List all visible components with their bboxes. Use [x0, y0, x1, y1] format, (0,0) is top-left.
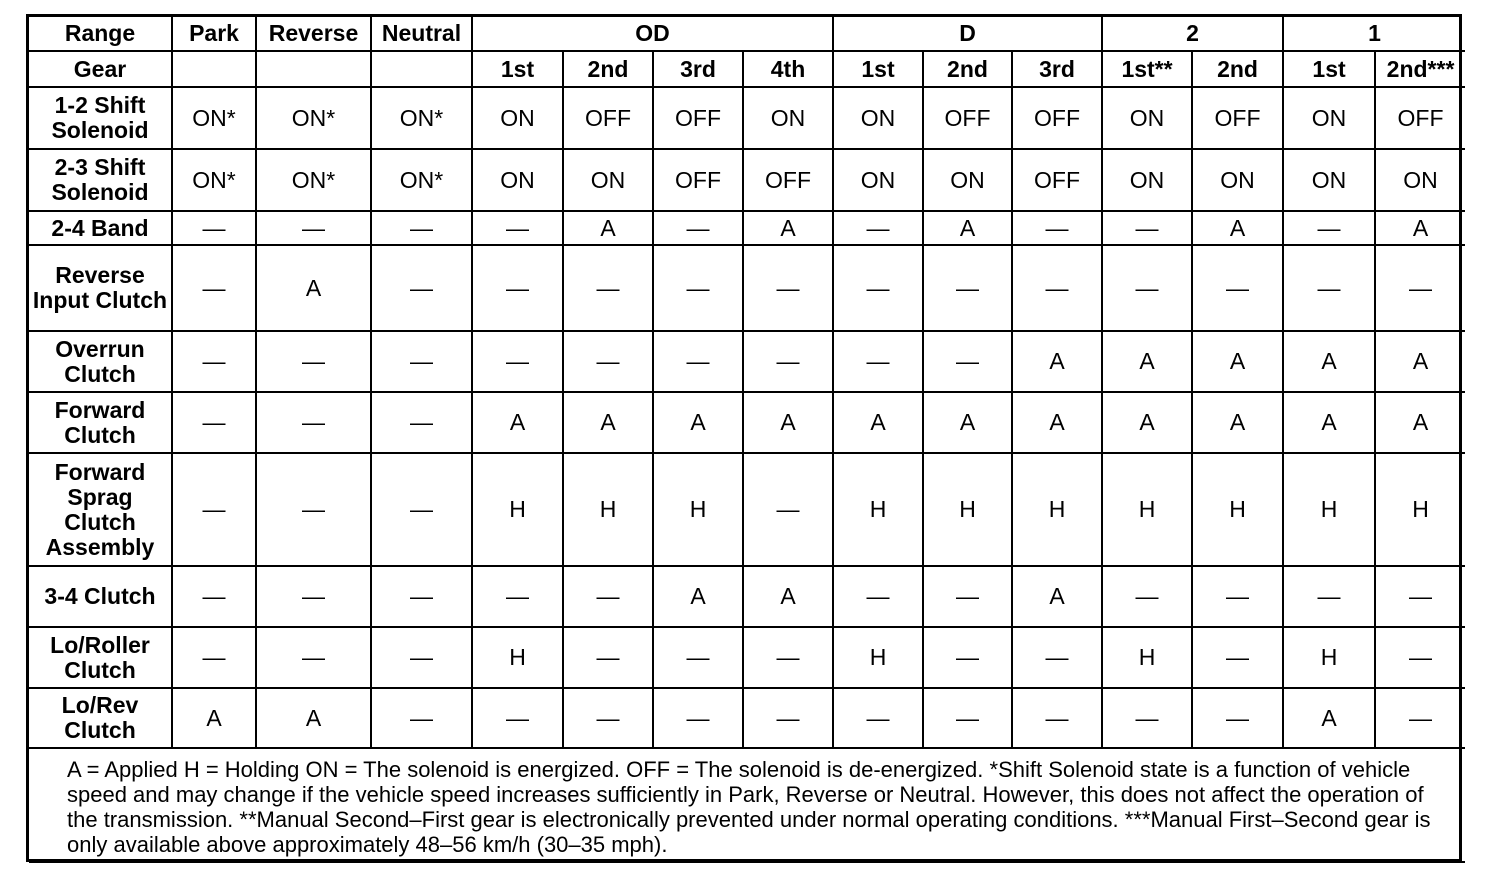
- state-cell: A: [1012, 392, 1102, 453]
- gear-cell: 3rd: [1012, 51, 1102, 87]
- state-cell: —: [1012, 627, 1102, 688]
- state-cell: A: [1283, 392, 1375, 453]
- state-cell: —: [172, 627, 256, 688]
- state-cell: A: [1283, 331, 1375, 392]
- state-cell: A: [923, 211, 1012, 245]
- state-cell: —: [563, 688, 653, 748]
- state-cell: ON: [923, 149, 1012, 211]
- state-cell: ON*: [256, 149, 371, 211]
- state-cell: H: [1192, 453, 1283, 566]
- state-cell: —: [172, 211, 256, 245]
- state-cell: —: [172, 566, 256, 627]
- state-cell: —: [1192, 627, 1283, 688]
- state-cell: OFF: [563, 87, 653, 149]
- state-cell: H: [1283, 627, 1375, 688]
- state-cell: A: [256, 245, 371, 331]
- state-cell: H: [1375, 453, 1465, 566]
- state-cell: ON: [833, 87, 923, 149]
- state-cell: ON: [1283, 149, 1375, 211]
- state-cell: —: [563, 331, 653, 392]
- component-row: [29, 245, 1465, 331]
- gear-cell: 2nd: [923, 51, 1012, 87]
- state-cell: A: [1375, 211, 1465, 245]
- state-cell: —: [1283, 245, 1375, 331]
- gear-cell: [172, 51, 256, 87]
- range-park: Park: [172, 17, 256, 51]
- state-cell: OFF: [743, 149, 833, 211]
- gear-cell: 1st: [472, 51, 563, 87]
- state-cell: ON: [1192, 149, 1283, 211]
- range-reverse: Reverse: [256, 17, 371, 51]
- shift-table: [29, 17, 1465, 863]
- state-cell: ON*: [172, 149, 256, 211]
- state-cell: —: [1192, 688, 1283, 748]
- component-label: 3-4 Clutch: [29, 566, 172, 627]
- state-cell: —: [371, 627, 472, 688]
- component-rows: [29, 87, 1465, 748]
- state-cell: —: [1375, 245, 1465, 331]
- state-cell: —: [172, 453, 256, 566]
- component-label: 2-3 Shift Solenoid: [29, 149, 172, 211]
- component-label: Forward Sprag Clutch Assembly: [29, 453, 172, 566]
- state-cell: ON: [472, 149, 563, 211]
- state-cell: —: [1012, 688, 1102, 748]
- range-d: D: [833, 17, 1102, 51]
- gear-header-row: [29, 51, 1465, 87]
- state-cell: —: [923, 627, 1012, 688]
- gear-cell: 2nd: [1192, 51, 1283, 87]
- state-cell: A: [1283, 688, 1375, 748]
- state-cell: A: [563, 392, 653, 453]
- state-cell: —: [743, 688, 833, 748]
- component-row: [29, 688, 1465, 748]
- state-cell: —: [923, 566, 1012, 627]
- state-cell: ON*: [371, 87, 472, 149]
- state-cell: —: [472, 566, 563, 627]
- component-label: Overrun Clutch: [29, 331, 172, 392]
- state-cell: —: [1192, 245, 1283, 331]
- range-header-row: [29, 17, 1465, 51]
- state-cell: —: [472, 688, 563, 748]
- state-cell: A: [1102, 331, 1192, 392]
- range-2: 2: [1102, 17, 1283, 51]
- state-cell: A: [833, 392, 923, 453]
- state-cell: A: [1375, 331, 1465, 392]
- state-cell: —: [172, 331, 256, 392]
- state-cell: —: [472, 245, 563, 331]
- component-row: [29, 331, 1465, 392]
- state-cell: H: [563, 453, 653, 566]
- state-cell: OFF: [1012, 149, 1102, 211]
- state-cell: —: [1375, 627, 1465, 688]
- state-cell: A: [1192, 331, 1283, 392]
- state-cell: —: [1283, 211, 1375, 245]
- state-cell: —: [256, 566, 371, 627]
- state-cell: —: [563, 566, 653, 627]
- state-cell: A: [1102, 392, 1192, 453]
- range-od: OD: [472, 17, 833, 51]
- state-cell: A: [1192, 392, 1283, 453]
- state-cell: —: [256, 331, 371, 392]
- state-cell: ON: [1283, 87, 1375, 149]
- state-cell: —: [923, 688, 1012, 748]
- state-cell: —: [371, 211, 472, 245]
- state-cell: —: [653, 331, 743, 392]
- state-cell: OFF: [1375, 87, 1465, 149]
- state-cell: OFF: [653, 87, 743, 149]
- state-cell: A: [1375, 392, 1465, 453]
- shift-chart: [26, 14, 1462, 862]
- gear-cell: 3rd: [653, 51, 743, 87]
- state-cell: —: [653, 627, 743, 688]
- state-cell: —: [743, 331, 833, 392]
- state-cell: H: [1102, 627, 1192, 688]
- state-cell: —: [1012, 245, 1102, 331]
- component-row: [29, 453, 1465, 566]
- state-cell: H: [1012, 453, 1102, 566]
- state-cell: H: [472, 453, 563, 566]
- state-cell: —: [1102, 566, 1192, 627]
- gear-cell: 2nd: [563, 51, 653, 87]
- state-cell: —: [472, 331, 563, 392]
- state-cell: —: [653, 211, 743, 245]
- state-cell: ON*: [371, 149, 472, 211]
- notes-row: [29, 748, 1465, 862]
- gear-cell: [256, 51, 371, 87]
- state-cell: ON: [1375, 149, 1465, 211]
- state-cell: A: [1012, 566, 1102, 627]
- state-cell: —: [371, 392, 472, 453]
- state-cell: ON: [1102, 87, 1192, 149]
- state-cell: ON*: [172, 87, 256, 149]
- state-cell: —: [653, 688, 743, 748]
- state-cell: —: [1283, 566, 1375, 627]
- range-neutral: Neutral: [371, 17, 472, 51]
- state-cell: —: [256, 392, 371, 453]
- state-cell: A: [1192, 211, 1283, 245]
- gear-cell: [371, 51, 472, 87]
- state-cell: —: [833, 245, 923, 331]
- state-cell: —: [743, 453, 833, 566]
- state-cell: —: [371, 331, 472, 392]
- range-1: 1: [1283, 17, 1465, 51]
- state-cell: A: [563, 211, 653, 245]
- state-cell: —: [472, 211, 563, 245]
- state-cell: —: [653, 245, 743, 331]
- state-cell: H: [472, 627, 563, 688]
- state-cell: ON*: [256, 87, 371, 149]
- state-cell: —: [256, 211, 371, 245]
- component-label: 1-2 Shift Solenoid: [29, 87, 172, 149]
- component-row: [29, 149, 1465, 211]
- state-cell: —: [833, 331, 923, 392]
- state-cell: A: [172, 688, 256, 748]
- state-cell: —: [833, 211, 923, 245]
- state-cell: —: [833, 688, 923, 748]
- state-cell: —: [923, 331, 1012, 392]
- state-cell: A: [743, 211, 833, 245]
- component-row: [29, 211, 1465, 245]
- state-cell: —: [371, 688, 472, 748]
- state-cell: H: [653, 453, 743, 566]
- state-cell: —: [172, 392, 256, 453]
- state-cell: —: [256, 627, 371, 688]
- state-cell: A: [653, 566, 743, 627]
- state-cell: A: [923, 392, 1012, 453]
- state-cell: ON: [743, 87, 833, 149]
- state-cell: A: [1012, 331, 1102, 392]
- state-cell: —: [923, 245, 1012, 331]
- component-row: [29, 627, 1465, 688]
- component-label: 2-4 Band: [29, 211, 172, 245]
- component-label: Lo/Rev Clutch: [29, 688, 172, 748]
- state-cell: —: [371, 245, 472, 331]
- state-cell: ON: [472, 87, 563, 149]
- state-cell: —: [172, 245, 256, 331]
- gear-cell: 1st: [833, 51, 923, 87]
- component-label: Reverse Input Clutch: [29, 245, 172, 331]
- state-cell: A: [653, 392, 743, 453]
- state-cell: —: [743, 627, 833, 688]
- state-cell: A: [256, 688, 371, 748]
- state-cell: OFF: [1192, 87, 1283, 149]
- state-cell: —: [1192, 566, 1283, 627]
- state-cell: H: [833, 627, 923, 688]
- state-cell: —: [371, 453, 472, 566]
- state-cell: OFF: [923, 87, 1012, 149]
- state-cell: A: [472, 392, 563, 453]
- state-cell: ON: [833, 149, 923, 211]
- gear-cell: 2nd***: [1375, 51, 1465, 87]
- gear-cell: 4th: [743, 51, 833, 87]
- state-cell: —: [563, 627, 653, 688]
- gear-cell: 1st: [1283, 51, 1375, 87]
- state-cell: ON: [563, 149, 653, 211]
- state-cell: A: [743, 566, 833, 627]
- component-row: [29, 87, 1465, 149]
- component-row: [29, 566, 1465, 627]
- component-label: Forward Clutch: [29, 392, 172, 453]
- component-label: Lo/Roller Clutch: [29, 627, 172, 688]
- state-cell: H: [1283, 453, 1375, 566]
- state-cell: H: [1102, 453, 1192, 566]
- state-cell: A: [743, 392, 833, 453]
- state-cell: —: [1375, 566, 1465, 627]
- state-cell: H: [923, 453, 1012, 566]
- state-cell: —: [1102, 211, 1192, 245]
- state-cell: —: [743, 245, 833, 331]
- notes-cell: [29, 748, 1465, 862]
- state-cell: ON: [1102, 149, 1192, 211]
- legend-notes: A = Applied H = Holding ON = The solenoid is energized. OFF = The solenoid is de-energized. *Shift Solenoid state is a function of vehicle speed and may change if the vehicle speed increases sufficiently in Park, Reverse or Neutral. However, this does not affect the operation of the transmission. **Manual Second–First gear is electronically prevented under normal operating conditions. ***Manual First–Second gear is only available above approximately 48–56 km/h (30–35 mph).: [67, 757, 1431, 857]
- gear-cell: 1st**: [1102, 51, 1192, 87]
- state-cell: OFF: [1012, 87, 1102, 149]
- state-cell: —: [1375, 688, 1465, 748]
- state-cell: —: [256, 453, 371, 566]
- component-row: [29, 392, 1465, 453]
- state-cell: H: [833, 453, 923, 566]
- state-cell: —: [1012, 211, 1102, 245]
- state-cell: —: [371, 566, 472, 627]
- state-cell: OFF: [653, 149, 743, 211]
- state-cell: —: [563, 245, 653, 331]
- state-cell: —: [1102, 688, 1192, 748]
- state-cell: —: [1102, 245, 1192, 331]
- gear-label: Gear: [29, 51, 172, 87]
- range-label: Range: [29, 17, 172, 51]
- state-cell: —: [833, 566, 923, 627]
